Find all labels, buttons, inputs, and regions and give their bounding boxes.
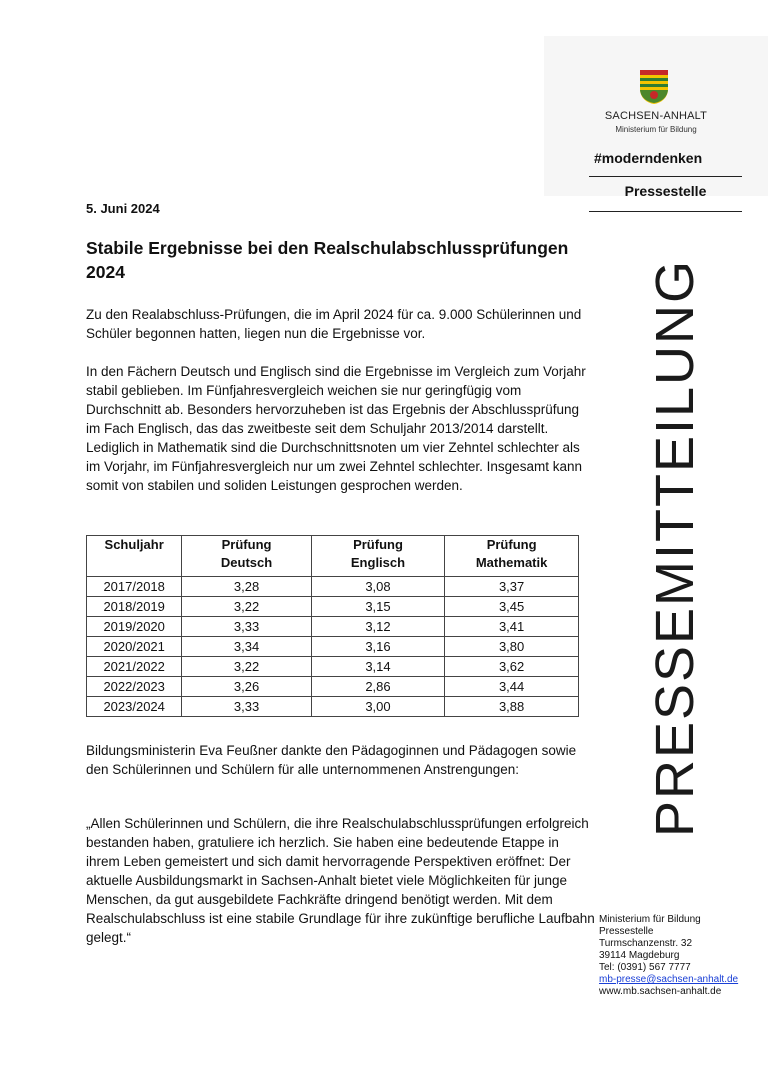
- table-cell: 3,41: [445, 617, 579, 637]
- quote-paragraph: „Allen Schülerinnen und Schülern, die ihre Realschulabschlussprüfungen erfolgreich bestanden haben, gratuliere ich herzlich. Sie haben eine bedeutende Etappe in ihrem Leben gemeistert und sich damit hervorragende Perspektiven eröffnet: Der aktuelle Ausbildungsmarkt in Sachsen-Anhalt bietet viele Möglichkeiten für junge Menschen, da gut ausgebildete Fachkräfte dringend benötigt werden. Mit dem Realschulabschluss ist eine stabile Grundlage für ihre zukünftige berufliche Laufbahn gelegt.“: [86, 816, 595, 945]
- contact-line: Pressestelle: [599, 926, 654, 937]
- table-cell: 3,80: [445, 637, 579, 657]
- paragraph: In den Fächern Deutsch und Englisch sind die Ergebnisse im Vergleich zum Vorjahr stabil geblieben. Im Fünfjahresvergleich weichen sie nur geringfügig vom Durchschnitt ab. Besonders hervorzuheben ist das Ergebnis der Abschlussprüfung im Fach Englisch, das das zweitbeste seit dem Schuljahr 2013/2014 darstellt. Lediglich in Mathematik sind die Durchschnittsnoten um vier Zehntel schlechter als im Vorjahr, im Fünfjahresvergleich nur um zwei Zehntel schlechter. Insgesamt kann somit von stabilen und soliden Leistungen gesprochen werden.: [86, 364, 586, 493]
- table-cell: 2021/2022: [87, 657, 182, 677]
- table-cell: 2020/2021: [87, 637, 182, 657]
- table-row: [87, 617, 579, 637]
- column-header: Prüfung Mathematik: [445, 536, 579, 577]
- contact-block: [599, 914, 738, 998]
- paragraph: Zu den Realabschluss-Prüfungen, die im April 2024 für ca. 9.000 Schülerinnen und Schüler begonnen hatten, liegen nun die Ergebnisse vor.: [86, 307, 582, 341]
- contact-line: Turmschanzenstr. 32: [599, 938, 693, 949]
- paragraph: Bildungsministerin Eva Feußner dankte den Pädagoginnen und Pädagogen sowie den Schülerinnen und Schülern für alle unternommenen Anstrengungen:: [86, 743, 577, 777]
- table-cell: 3,88: [445, 697, 579, 717]
- table-row: [87, 657, 579, 677]
- table-cell: 3,33: [182, 697, 311, 717]
- table-cell: 3,44: [445, 677, 579, 697]
- website-text: www.mb.sachsen-anhalt.de: [599, 986, 722, 997]
- page-title: Stabile Ergebnisse bei den Realschulabschlussprüfungen 2024: [86, 238, 569, 282]
- table-row: [87, 637, 579, 657]
- column-header: Prüfung Englisch: [311, 536, 444, 577]
- table-cell: 3,16: [311, 637, 444, 657]
- table-cell: 3,34: [182, 637, 311, 657]
- table-cell: 2019/2020: [87, 617, 182, 637]
- divider: [589, 176, 742, 177]
- contact-line: Ministerium für Bildung: [599, 914, 701, 925]
- table-cell: 3,37: [445, 577, 579, 597]
- results-table: [86, 535, 579, 717]
- divider: [589, 211, 742, 212]
- table-cell: 2023/2024: [87, 697, 182, 717]
- table-cell: 3,45: [445, 597, 579, 617]
- email-link[interactable]: mb-presse@sachsen-anhalt.de: [599, 974, 739, 985]
- column-header: Schuljahr: [87, 536, 182, 577]
- table-header-row: [87, 536, 579, 577]
- logo-subtitle: Ministerium für Bildung: [615, 125, 697, 134]
- table-cell: 3,15: [311, 597, 444, 617]
- table-row: [87, 597, 579, 617]
- table-row: [87, 677, 579, 697]
- contact-line: 39114 Magdeburg: [599, 950, 680, 961]
- hashtag: #moderndenken: [594, 150, 703, 166]
- logo-name: SACHSEN-ANHALT: [604, 110, 708, 122]
- contact-line: Tel: (0391) 567 7777: [599, 962, 691, 973]
- table-cell: 3,22: [182, 597, 311, 617]
- table-cell: 3,28: [182, 577, 311, 597]
- table-row: [87, 697, 579, 717]
- vertical-label-area: [640, 236, 710, 860]
- table-cell: 2018/2019: [87, 597, 182, 617]
- table-cell: 3,12: [311, 617, 444, 637]
- table-cell: 3,00: [311, 697, 444, 717]
- table-cell: 3,62: [445, 657, 579, 677]
- table-cell: 3,08: [311, 577, 444, 597]
- table-cell: 3,33: [182, 617, 311, 637]
- table-cell: 3,22: [182, 657, 311, 677]
- department-label: Pressestelle: [624, 183, 707, 199]
- table-cell: 3,14: [311, 657, 444, 677]
- release-date: 5. Juni 2024: [86, 201, 160, 216]
- table-cell: 3,26: [182, 677, 311, 697]
- vertical-label: PRESSEMITTEILUNG: [645, 258, 705, 838]
- column-header: Prüfung Deutsch: [182, 536, 311, 577]
- coat-of-arms-icon: [639, 69, 669, 105]
- table-row: [87, 577, 579, 597]
- table-cell: 2022/2023: [87, 677, 182, 697]
- table-cell: 2,86: [311, 677, 444, 697]
- table-cell: 2017/2018: [87, 577, 182, 597]
